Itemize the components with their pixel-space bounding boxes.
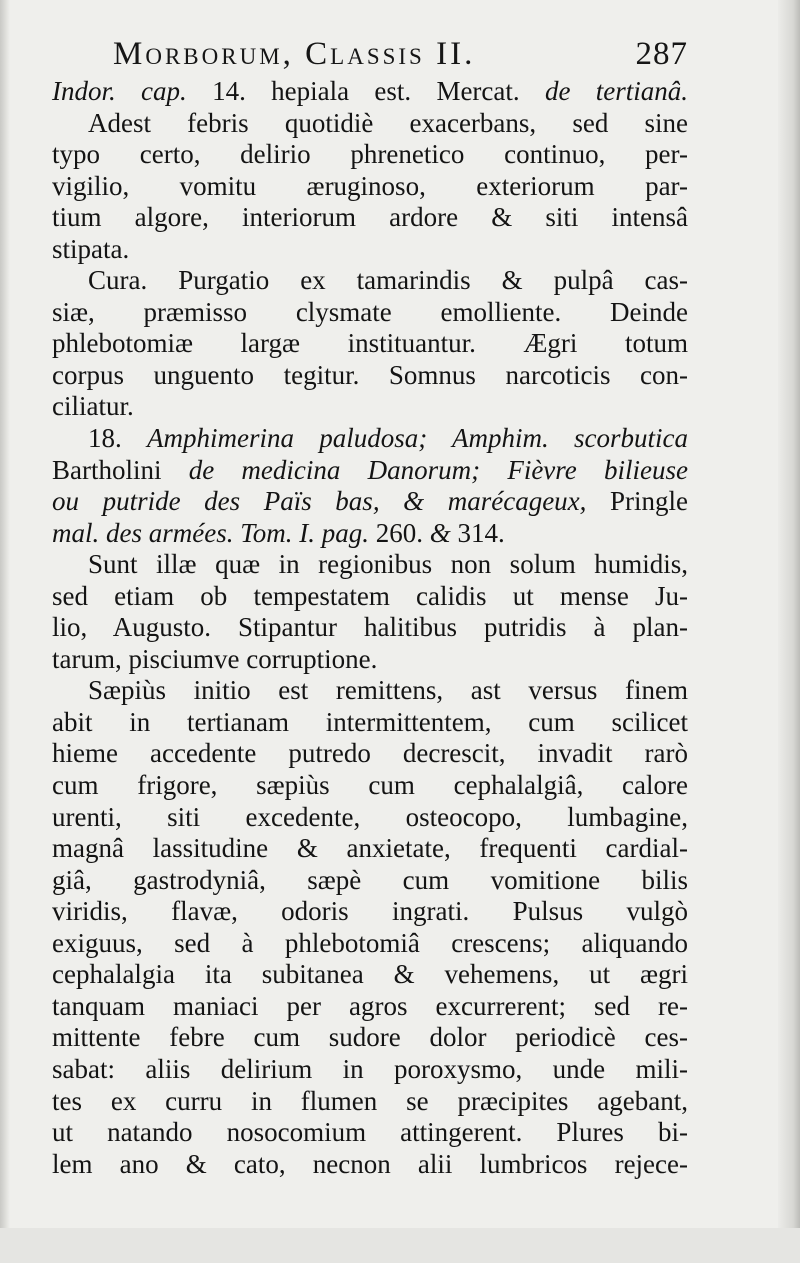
- text-segment: exiguus, sed à phlebotomiâ crescens; aliquando: [52, 927, 688, 958]
- text-segment: Bartholini: [52, 454, 189, 485]
- text-segment: lem ano & cato, necnon alii lumbricos rejece-: [52, 1148, 688, 1179]
- text-segment: Adest febris quotidiè exacerbans, sed sine: [88, 107, 688, 138]
- text-line: [52, 549, 688, 581]
- text-line: [52, 738, 688, 770]
- text-line: [52, 707, 688, 739]
- text-segment: vigilio, vomitu æruginoso, exteriorum par-: [52, 170, 688, 201]
- text-line: [52, 265, 688, 297]
- text-segment: Pringle: [586, 486, 688, 517]
- text-segment: mittente febre cum sudore dolor periodicè ces-: [52, 1022, 688, 1053]
- text-segment: Sæpiùs initio est remittens, ast versus finem: [88, 675, 688, 706]
- italic-text-segment: mal. des armées. Tom. I. pag.: [52, 517, 369, 548]
- text-segment: phlebotomiæ largæ instituantur. Ægri totum: [52, 328, 688, 359]
- text-line: [52, 612, 688, 644]
- text-segment: hieme accedente putredo decrescit, invadit rarò: [52, 738, 688, 769]
- text-line: [52, 171, 688, 203]
- text-segment: tium algore, interiorum ardore & siti intensâ: [52, 202, 688, 233]
- text-segment: urenti, siti excedente, osteocopo, lumbagine,: [52, 801, 688, 832]
- text-line: [52, 391, 688, 423]
- running-header: [48, 22, 688, 82]
- text-segment: tarum, pisciumve corruptione.: [52, 643, 378, 674]
- text-segment: sabat: aliis delirium in poroxysmo, unde mili-: [52, 1053, 688, 1084]
- text-line: [52, 518, 688, 550]
- text-segment: cephalalgia ita subitanea & vehemens, ut ægri: [52, 959, 688, 990]
- text-line: [52, 959, 688, 991]
- body-text: [52, 76, 688, 1180]
- page-gutter-shadow: [0, 0, 10, 1263]
- text-line: [52, 1086, 688, 1118]
- text-segment: magnâ lassitudine & anxietate, frequenti cardial-: [52, 833, 688, 864]
- text-line: [52, 644, 688, 676]
- text-segment: 18.: [88, 423, 148, 454]
- text-segment: viridis, flavæ, odoris ingrati. Pulsus vulgò: [52, 896, 688, 927]
- text-segment: Sunt illæ quæ in regionibus non solum humidis,: [88, 549, 688, 580]
- italic-text-segment: Indor. cap.: [52, 76, 213, 106]
- text-segment: siæ, præmisso clysmate emolliente. Deinde: [52, 296, 688, 327]
- text-segment: 14. hepiala est. Mercat.: [212, 76, 545, 106]
- text-segment: ciliatur.: [52, 391, 134, 422]
- text-segment: 314.: [450, 517, 505, 548]
- text-line: [52, 833, 688, 865]
- text-segment: abit in tertianam intermittentem, cum scilicet: [52, 706, 688, 737]
- running-title: Morborum, Classis II.: [113, 36, 476, 72]
- text-line: [52, 139, 688, 171]
- italic-text-segment: ou putride des Païs bas, & marécageux,: [52, 486, 587, 517]
- text-line: [52, 360, 688, 392]
- text-line: [52, 675, 688, 707]
- italic-text-segment: de medicina Danorum; Fièvre bilieuse: [188, 454, 688, 485]
- text-line: [52, 991, 688, 1023]
- text-line: [52, 1149, 688, 1181]
- text-segment: typo certo, delirio phrenetico continuo, per-: [52, 139, 688, 170]
- text-segment: tanquam maniaci per agros excurrerent; sed re-: [52, 990, 688, 1021]
- page-bottom-margin: [0, 1228, 800, 1263]
- text-segment: stipata.: [52, 233, 130, 264]
- text-line: [52, 802, 688, 834]
- italic-text-segment: Amphimerina paludosa; Amphim. scorbutica: [147, 423, 688, 454]
- text-segment: giâ, gastrodyniâ, sæpè cum vomitione bilis: [52, 864, 688, 895]
- text-line: [52, 581, 688, 613]
- text-line: [52, 108, 688, 140]
- text-line: [52, 234, 688, 266]
- text-line: [52, 328, 688, 360]
- italic-text-segment: de tertianâ.: [544, 76, 688, 106]
- text-segment: lio, Augusto. Stipantur halitibus putridis à plan-: [52, 612, 688, 643]
- text-line: [52, 486, 688, 518]
- text-line: [52, 770, 688, 802]
- text-line: [52, 928, 688, 960]
- page-edge-shadow: [778, 0, 800, 1263]
- text-line: [52, 896, 688, 928]
- text-line: [52, 1054, 688, 1086]
- text-line: [52, 297, 688, 329]
- italic-text-segment: &: [429, 517, 451, 548]
- text-line: [52, 1117, 688, 1149]
- text-segment: ut natando nosocomium attingerent. Plures bi-: [52, 1117, 688, 1148]
- text-segment: sed etiam ob tempestatem calidis ut mense Ju-: [52, 580, 688, 611]
- text-line: [52, 1022, 688, 1054]
- text-line: [52, 76, 688, 108]
- page-number: 287: [635, 36, 688, 72]
- text-line: [52, 202, 688, 234]
- text-segment: cum frigore, sæpiùs cum cephalalgiâ, calore: [52, 770, 688, 801]
- text-segment: corpus unguento tegitur. Somnus narcoticis con-: [52, 359, 688, 390]
- text-line: [52, 865, 688, 897]
- text-line: [52, 423, 688, 455]
- text-segment: 260.: [369, 517, 430, 548]
- text-line: [52, 455, 688, 487]
- text-segment: tes ex curru in flumen se præcipites agebant,: [52, 1085, 688, 1116]
- text-segment: Cura. Purgatio ex tamarindis & pulpâ cas-: [88, 265, 688, 296]
